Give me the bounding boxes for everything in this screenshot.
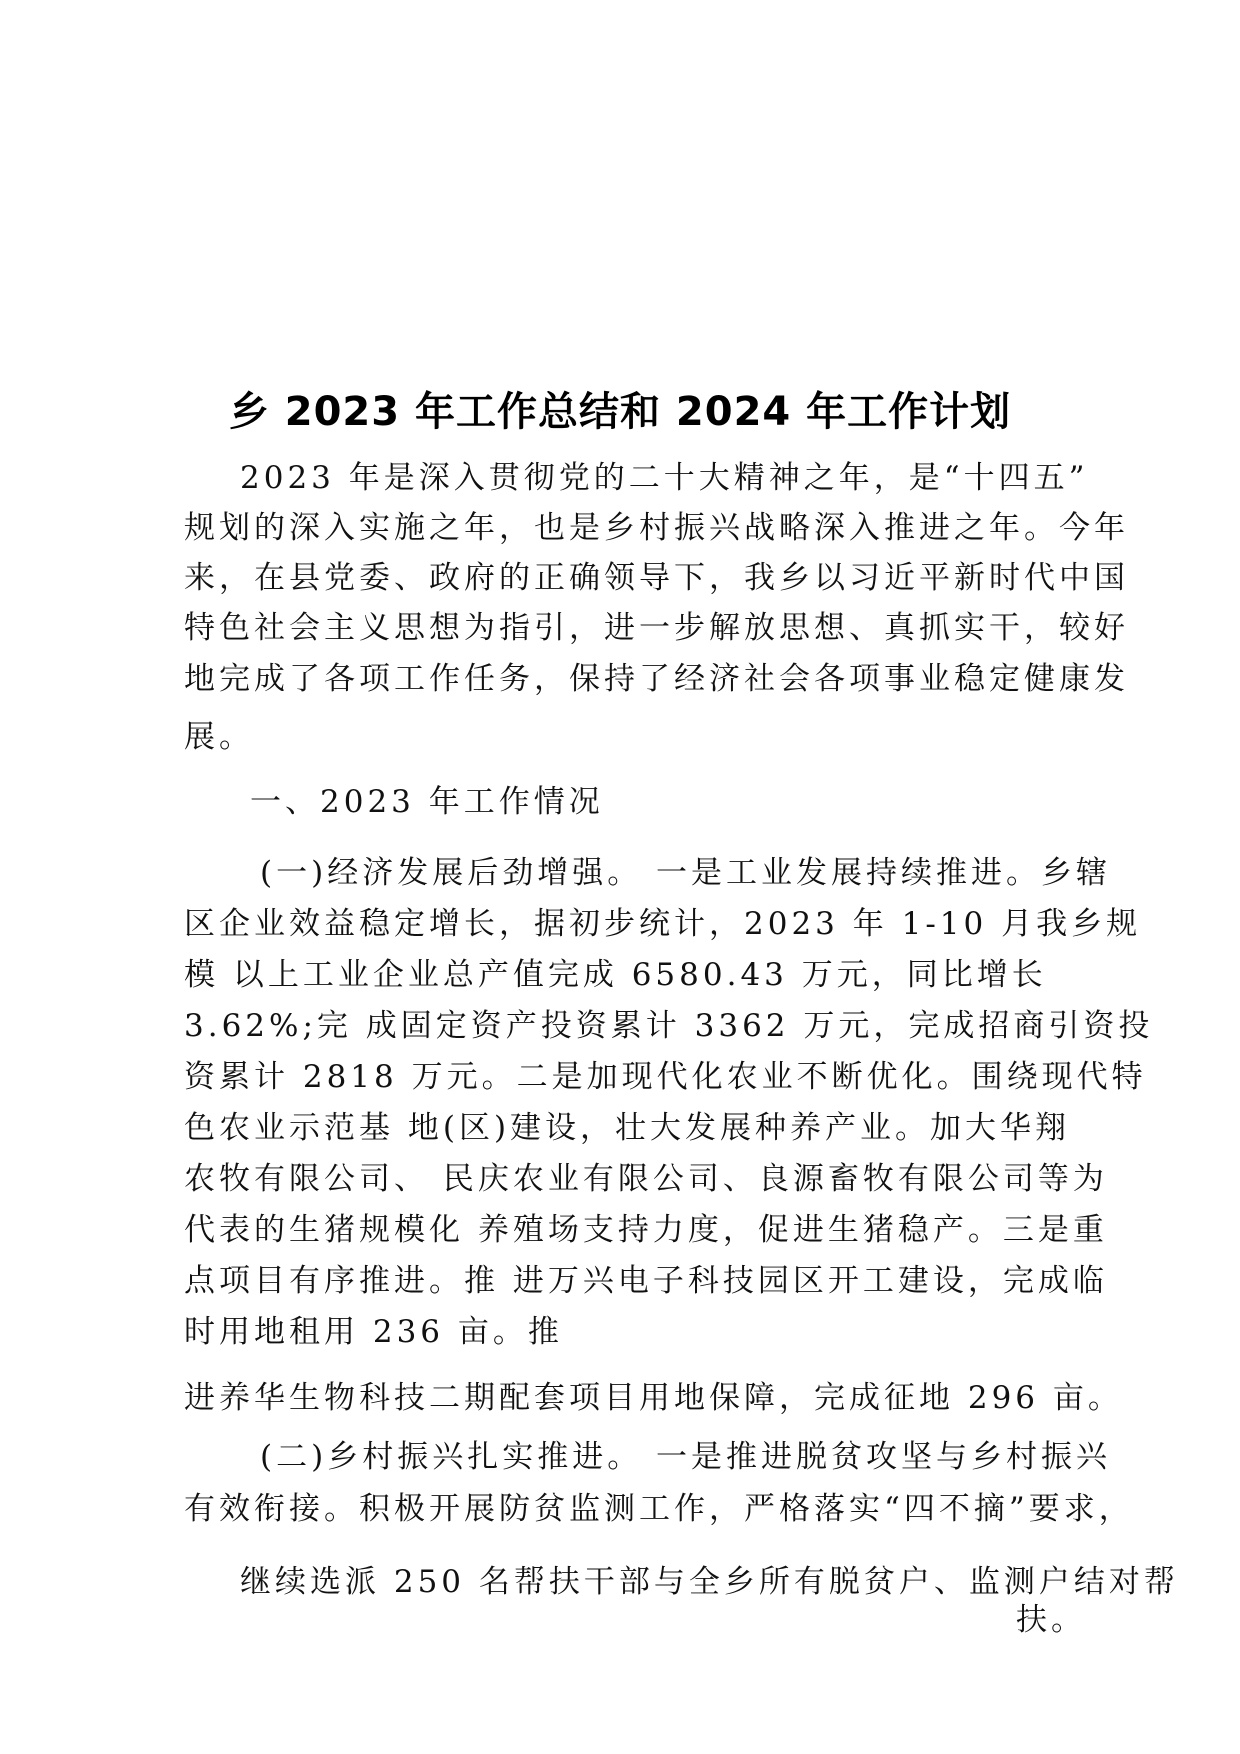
section-heading: 一、2023 年工作情况 xyxy=(250,784,604,820)
paragraph-line: 扶。 xyxy=(1016,1602,1086,1638)
paragraph-line: 2023 年是深入贯彻党的二十大精神之年，是“十四五” xyxy=(240,460,1089,496)
paragraph-line: 进养华生物科技二期配套项目用地保障，完成征地 296 亩。 xyxy=(184,1380,1123,1416)
paragraph-line: 时用地租用 236 亩。推 xyxy=(184,1314,563,1350)
paragraph-line: 展。 xyxy=(184,719,254,755)
paragraph-line: 有效衔接。积极开展防贫监测工作，严格落实“四不摘”要求， xyxy=(184,1491,1134,1527)
paragraph-line: (一)经济发展后劲增强。 一是工业发展持续推进。乡辖 xyxy=(260,855,1112,891)
document-title: 乡 2023 年工作总结和 2024 年工作计划 xyxy=(228,389,1012,435)
paragraph-line: 资累计 2818 万元。二是加现代化农业不断优化。围绕现代特 xyxy=(184,1059,1147,1095)
paragraph-line: (二)乡村振兴扎实推进。 一是推进脱贫攻坚与乡村振兴 xyxy=(260,1439,1112,1475)
paragraph-line: 特色社会主义思想为指引，进一步解放思想、真抓实干，较好 xyxy=(184,610,1129,646)
paragraph-line: 点项目有序推进。推 进万兴电子科技园区开工建设，完成临 xyxy=(184,1263,1108,1299)
paragraph-line: 区企业效益稳定增长，据初步统计，2023 年 1-10 月我乡规 xyxy=(184,906,1142,942)
paragraph-line: 继续选派 250 名帮扶干部与全乡所有脱贫户、监测户结对帮 xyxy=(240,1564,1179,1600)
paragraph-line: 模 以上工业企业总产值完成 6580.43 万元，同比增长 xyxy=(184,957,1047,993)
paragraph-line: 代表的生猪规模化 养殖场支持力度，促进生猪稳产。三是重 xyxy=(184,1212,1108,1248)
paragraph-line: 农牧有限公司、 民庆农业有限公司、良源畜牧有限公司等为 xyxy=(184,1161,1108,1197)
paragraph-line: 来，在县党委、政府的正确领导下，我乡以习近平新时代中国 xyxy=(184,560,1129,596)
paragraph-line: 规划的深入实施之年，也是乡村振兴战略深入推进之年。今年 xyxy=(184,510,1129,546)
paragraph-line: 地完成了各项工作任务，保持了经济社会各项事业稳定健康发 xyxy=(184,661,1129,697)
paragraph-line: 色农业示范基 地(区)建设，壮大发展种养产业。加大华翔 xyxy=(184,1110,1071,1146)
paragraph-line: 3.62%;完 成固定资产投资累计 3362 万元，完成招商引资投 xyxy=(184,1008,1154,1044)
